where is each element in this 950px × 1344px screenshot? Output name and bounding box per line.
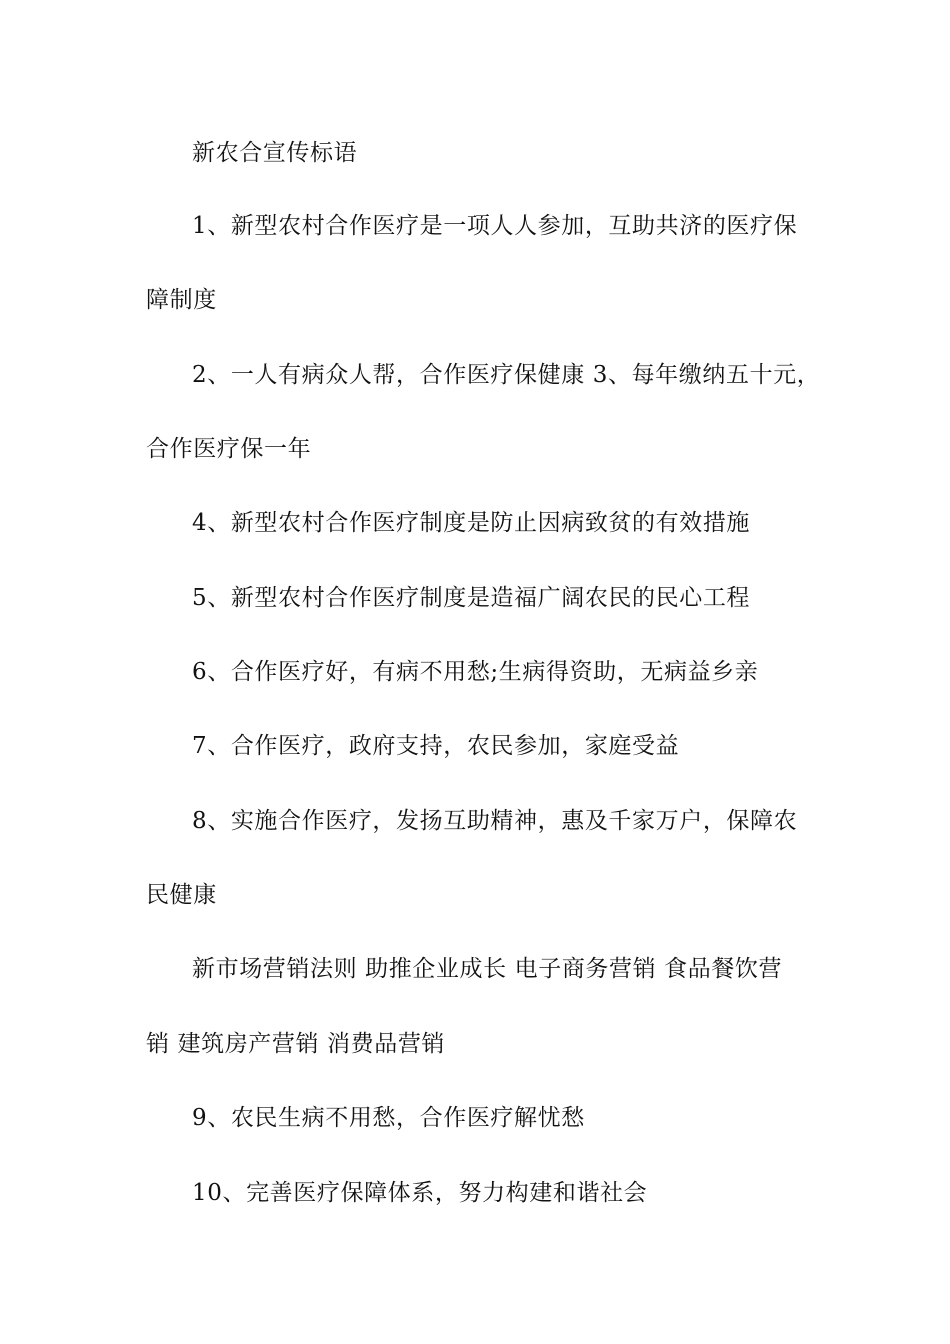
paragraph-line: 1、新型农村合作医疗是一项人人参加，互助共济的医疗保 <box>192 213 798 239</box>
paragraph-line: 10、完善医疗保障体系，努力构建和谐社会 <box>192 1180 648 1206</box>
paragraph-line: 8、实施合作医疗，发扬互助精神，惠及千家万户，保障农 <box>192 808 798 834</box>
paragraph-line: 销 建筑房产营销 消费品营销 <box>146 1031 446 1057</box>
paragraph-line: 6、合作医疗好，有病不用愁;生病得资助，无病益乡亲 <box>192 659 759 685</box>
paragraph-line: 7、合作医疗，政府支持，农民参加，家庭受益 <box>192 733 680 759</box>
paragraph-line: 4、新型农村合作医疗制度是防止因病致贫的有效措施 <box>192 510 751 536</box>
paragraph-line: 9、农民生病不用愁，合作医疗解忧愁 <box>192 1105 585 1131</box>
paragraph-line: 新市场营销法则 助推企业成长 电子商务营销 食品餐饮营 <box>192 956 783 982</box>
document-title: 新农合宣传标语 <box>192 140 358 166</box>
paragraph-line: 合作医疗保一年 <box>146 436 312 462</box>
paragraph-line: 障制度 <box>146 287 217 313</box>
paragraph-line: 民健康 <box>146 882 217 908</box>
paragraph-line: 2、一人有病众人帮，合作医疗保健康 3、每年缴纳五十元， <box>192 362 821 388</box>
paragraph-line: 5、新型农村合作医疗制度是造福广阔农民的民心工程 <box>192 585 751 611</box>
